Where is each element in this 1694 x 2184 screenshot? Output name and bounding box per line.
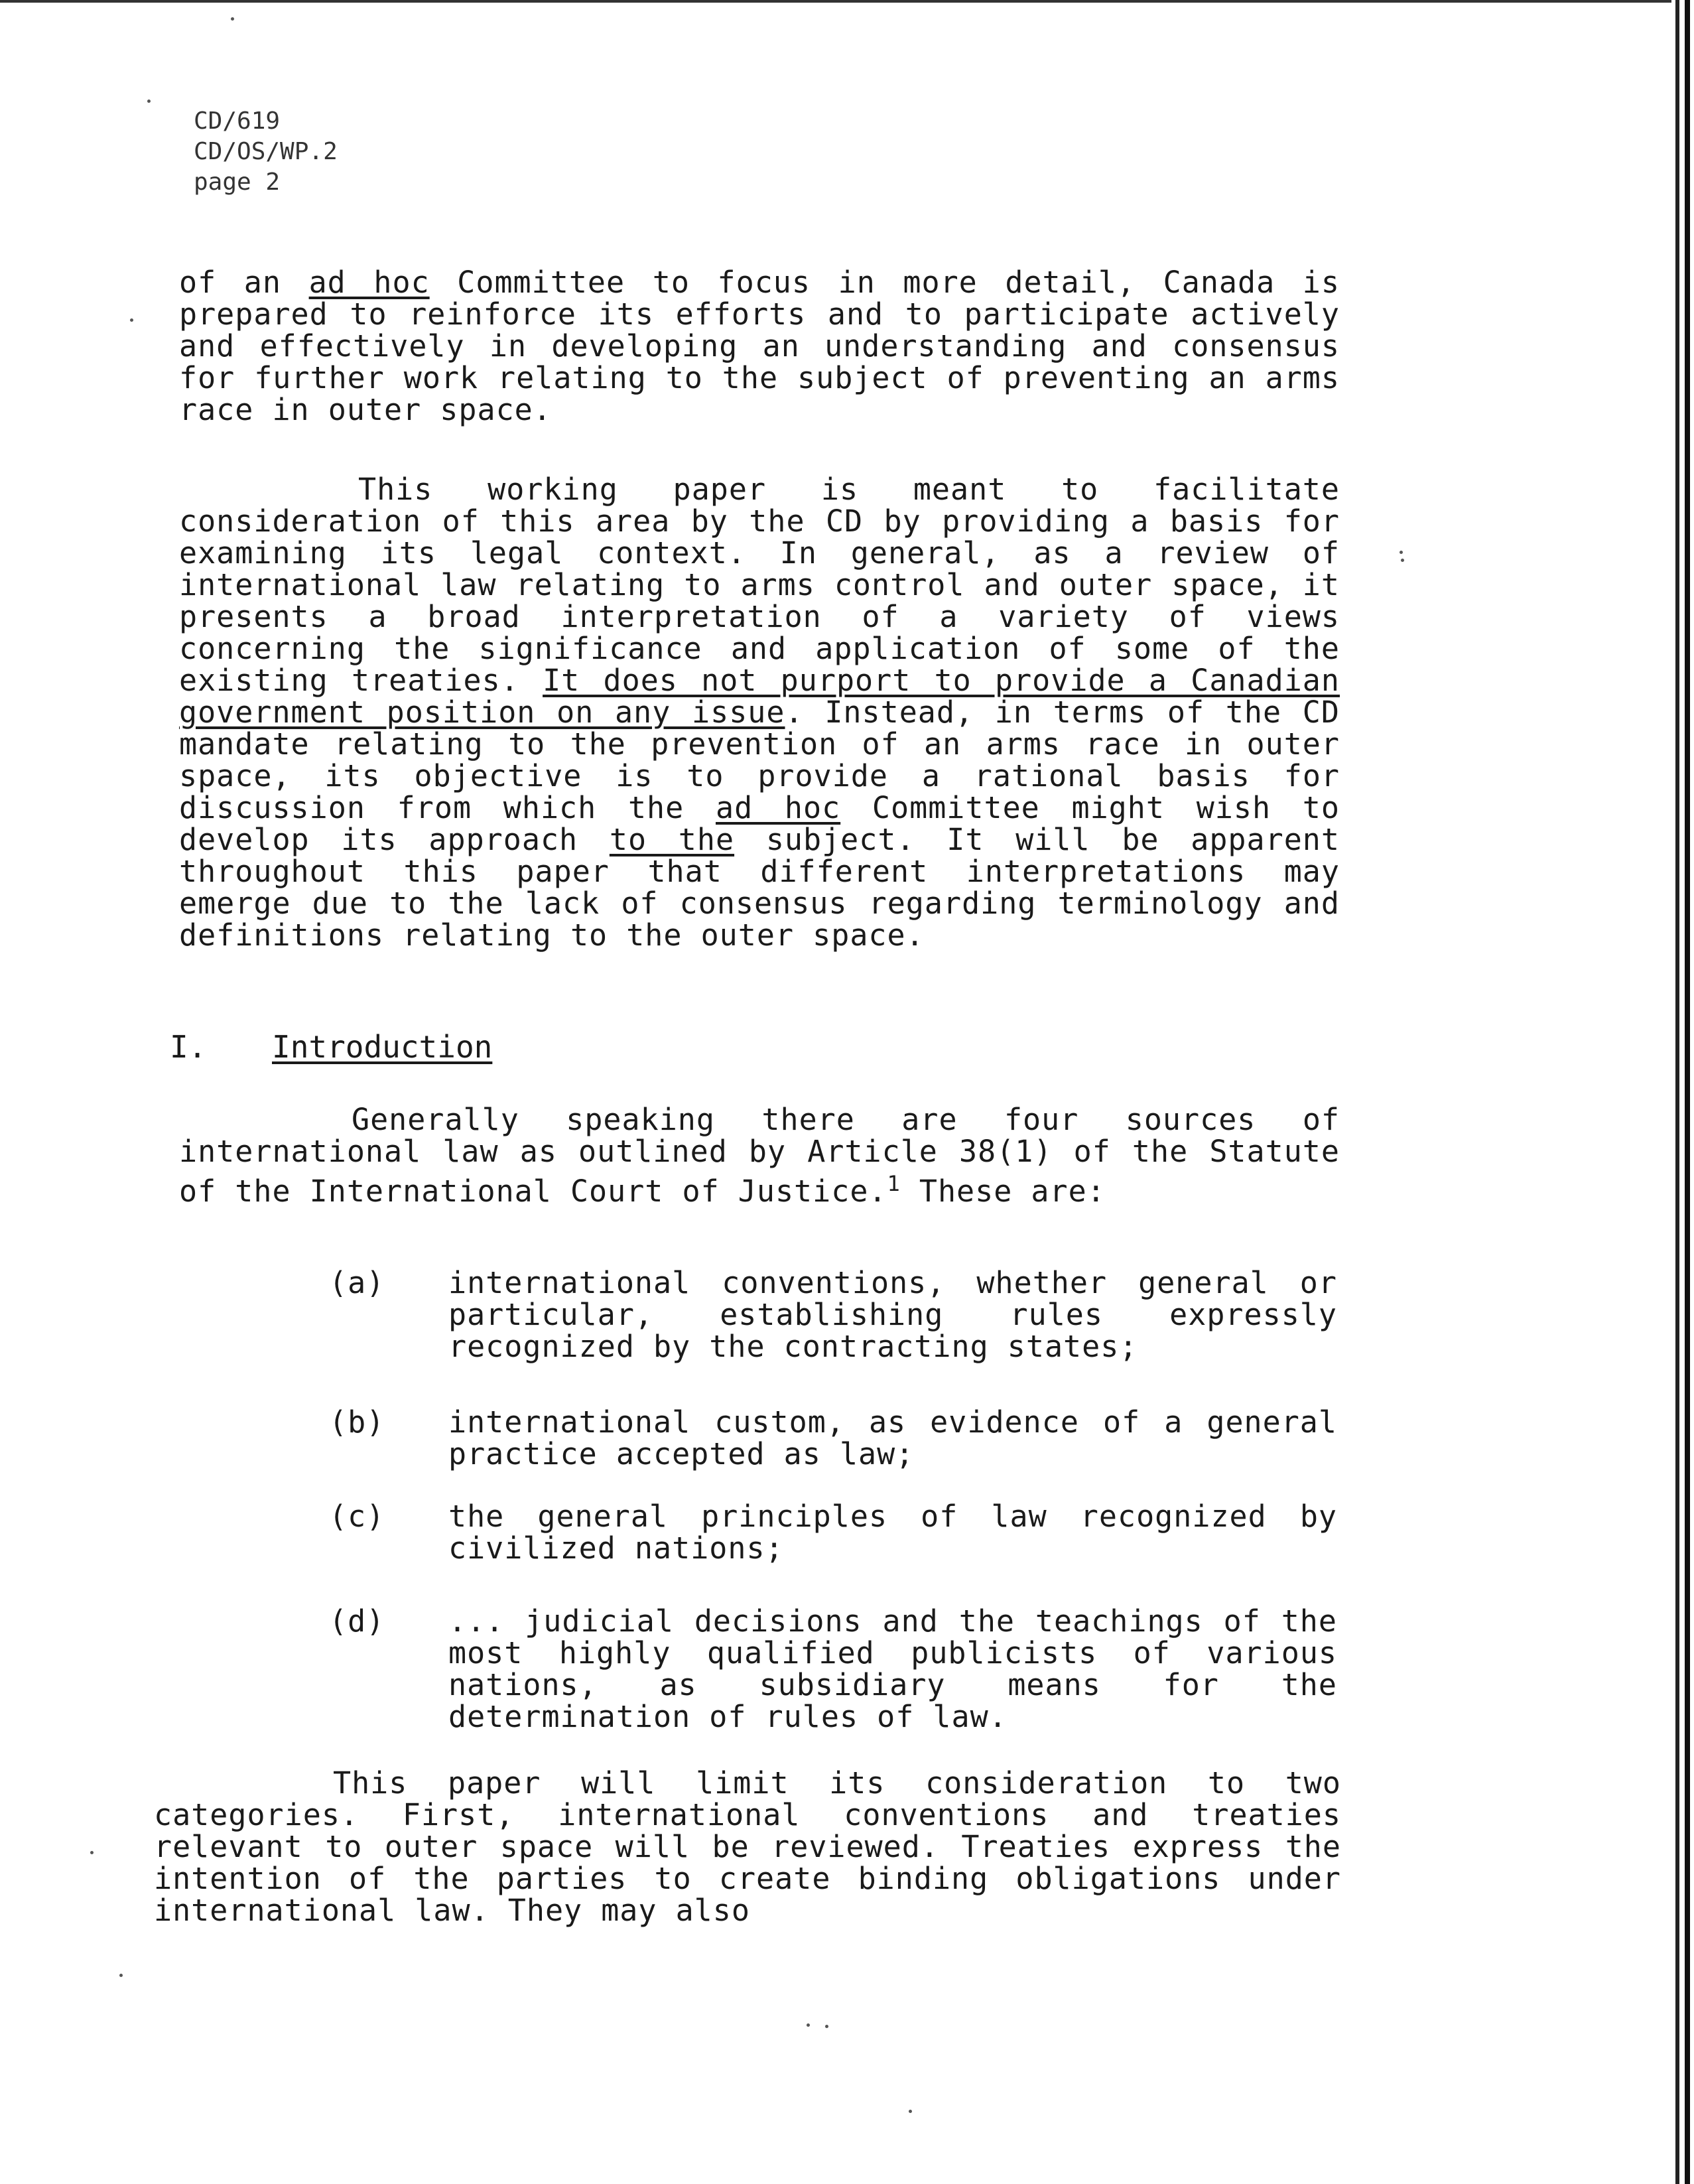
underlined-phrase: to the [609, 822, 735, 857]
doc-symbol: CD/619 [194, 107, 281, 135]
paragraph-1: of an ad hoc Committee to focus in more detail, Canada is prepared to reinforce its efforts and to participate actively and effectively in developing an understanding and consensus for further work relating to the subject of preventing an arms race in outer space. [179, 265, 1340, 427]
section-heading [170, 1030, 492, 1064]
scan-speck [909, 2110, 912, 2113]
section-number: I. [170, 1029, 207, 1065]
scan-speck [1401, 559, 1404, 562]
underlined-term: ad hoc [715, 790, 841, 825]
list-text: international custom, as evidence of a general practice accepted as law; [448, 1404, 1337, 1471]
scan-right-edge [1671, 0, 1694, 2184]
list-label: (a) [329, 1265, 385, 1300]
list-text: the general principles of law recognized by civilized nations; [448, 1499, 1337, 1566]
scan-speck [130, 318, 133, 322]
scan-speck [807, 2023, 810, 2027]
paragraph-4: This paper will limit its consideration to two categories. First, international conventions and treaties relevant to outer space will be reviewed. Treaties express the intention of the parties to create binding obligations under international law. They may also [154, 1765, 1341, 1928]
list-label: (b) [329, 1404, 385, 1440]
page-number: page 2 [194, 169, 281, 196]
scan-top-edge [0, 0, 1671, 3]
list-text: international conventions, whether general or particular, establishing rules expressly recognized by the contracting states; [448, 1265, 1337, 1364]
working-paper-symbol: CD/OS/WP.2 [194, 138, 338, 165]
section-title: Introduction [272, 1029, 493, 1065]
scan-speck [1400, 551, 1403, 554]
footnote-marker: 1 [887, 1171, 901, 1196]
paragraph-3: Generally speaking there are four sources of international law as outlined by Article 38(1) of the Statute of the International Court of Justice.$^1$ These are: [179, 1102, 1340, 1209]
paragraph-2: This working paper is meant to facilitate consideration of this area by the CD by providing a basis for examining its legal context. In general, as a review of international law relating to arms control and outer space, it presents a broad interpretation of a variety of views concerning the significance and application of some of the existing treaties. It does not purport to provide a Canadian government position on any issue. Instead, in terms of the CD mandate relating to the prevention of an arms race in outer space, its objective is to provide a rational basis for discussion from which the ad hoc Committee might wish to develop its approach to the subject. It will be apparent throughout this paper that different interpretations may emerge due to the lack of consensus regarding terminology and definitions relating to the outer space. [179, 472, 1340, 953]
underlined-term: ad hoc [308, 265, 430, 300]
scan-speck [825, 2025, 828, 2028]
list-label: (d) [329, 1604, 385, 1639]
scan-speck [147, 100, 151, 103]
document-header [194, 106, 338, 198]
list-label: (c) [329, 1499, 385, 1534]
underlined-disclaimer: It does not purport to provide a Canadian government position on any issue [179, 663, 1340, 730]
scan-speck [119, 1974, 123, 1977]
scan-speck [231, 17, 234, 21]
scan-speck [90, 1851, 94, 1854]
list-text: ... judicial decisions and the teachings of the most highly qualified publicists of various nations, as subsidiary means for the determination of rules of law. [448, 1604, 1337, 1734]
